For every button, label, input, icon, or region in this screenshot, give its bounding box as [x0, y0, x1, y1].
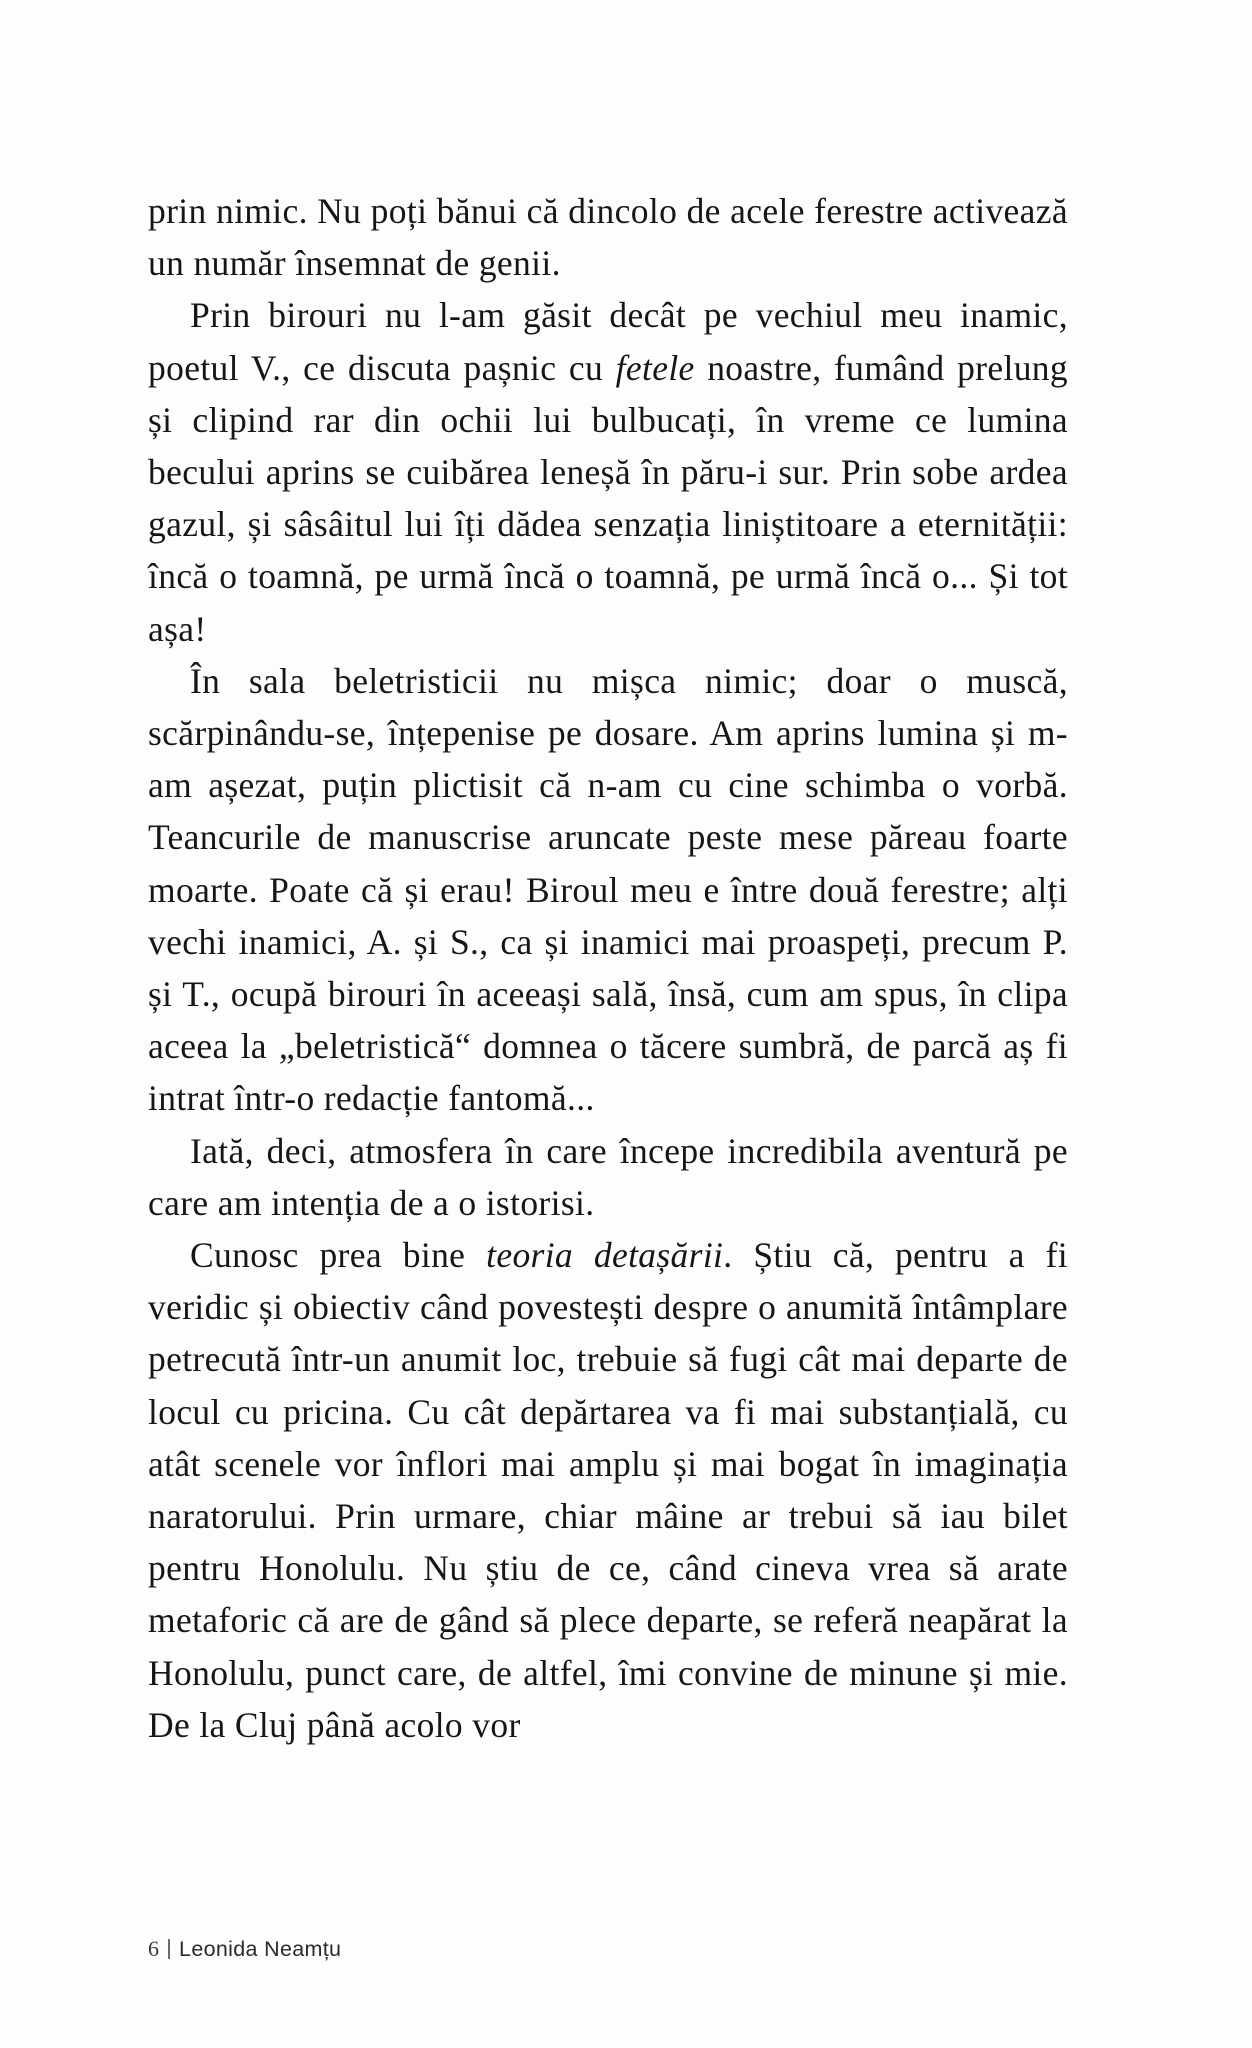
page-number: 6 — [148, 1936, 160, 1961]
paragraph-3-text: În sala beletristicii nu mișca nimic; doar o muscă, scărpinându-se, înțepenise pe dosare. Am aprins lumina și m-am așezat, puțin plictisit că n-am cu cine schimba o vorbă. Teancurile de manuscrise aruncate peste mese păreau foarte moarte. Poate că și erau! Biroul meu e între două ferestre; alți vechi inamici, A. și S., ca și inamici mai proaspeți, precum P. și T., ocupă birouri în aceeași sală, însă, cum am spus, în clipa aceea la „beletristică“ domnea o tăcere sumbră, de parcă aș fi intrat într-o redacție fantomă... — [148, 660, 1068, 1119]
page-text-body — [148, 185, 1068, 1751]
paragraph-1 — [148, 185, 1068, 289]
paragraph-2-run-3: noastre, fumând prelung și clipind rar din ochii lui bulbucați, în vreme ce lumina becului aprins se cuibărea leneșă în păru-i sur. Prin sobe ardea gazul, și sâsâitul lui îți dădea senzația liniștitoare a eternității: încă o toamnă, pe urmă încă o toamnă, pe urmă încă o... Și tot așa! — [148, 347, 1069, 649]
paragraph-2 — [148, 289, 1068, 654]
paragraph-5 — [148, 1229, 1068, 1751]
page-footer — [148, 1936, 341, 1962]
footer-divider — [168, 1939, 170, 1959]
paragraph-4-text: Iată, deci, atmosfera în care începe incredibila aventură pe care am intenția de a o istorisi. — [148, 1130, 1068, 1223]
paragraph-3 — [148, 655, 1068, 1125]
paragraph-5-run-3: . Știu că, pentru a fi veridic și obiectiv când povestești despre o anumită întâmplare petrecută într-un anumit loc, trebuie să fugi cât mai departe de locul cu pricina. Cu cât depărtarea va fi mai substanțială, cu atât scenele vor înflori mai amplu și mai bogat în imaginația naratorului. Prin urmare, chiar mâine ar trebui să iau bilet pentru Honolulu. Nu știu de ce, când cineva vrea să arate metaforic că are de gând să plece departe, se referă neapărat la Honolulu, punct care, de altfel, îmi convine de minune și mie. De la Cluj până acolo vor — [148, 1235, 1068, 1745]
paragraph-1-text: prin nimic. Nu poți bănui că dincolo de acele ferestre activează un număr însemnat de genii. — [148, 191, 1068, 284]
paragraph-5-italic-teoria-detasarii: teoria detașării — [486, 1235, 724, 1276]
paragraph-2-italic-fetele: fetele — [615, 347, 695, 388]
paragraph-4 — [148, 1125, 1068, 1229]
paragraph-5-run-1: Cunosc prea bine — [190, 1235, 487, 1276]
paragraph-2-run-1: Prin birouri nu l-am găsit decât pe vechiul meu inamic, poetul V., ce discuta pașnic cu — [148, 295, 1068, 388]
author-name: Leonida Neamțu — [179, 1937, 342, 1961]
